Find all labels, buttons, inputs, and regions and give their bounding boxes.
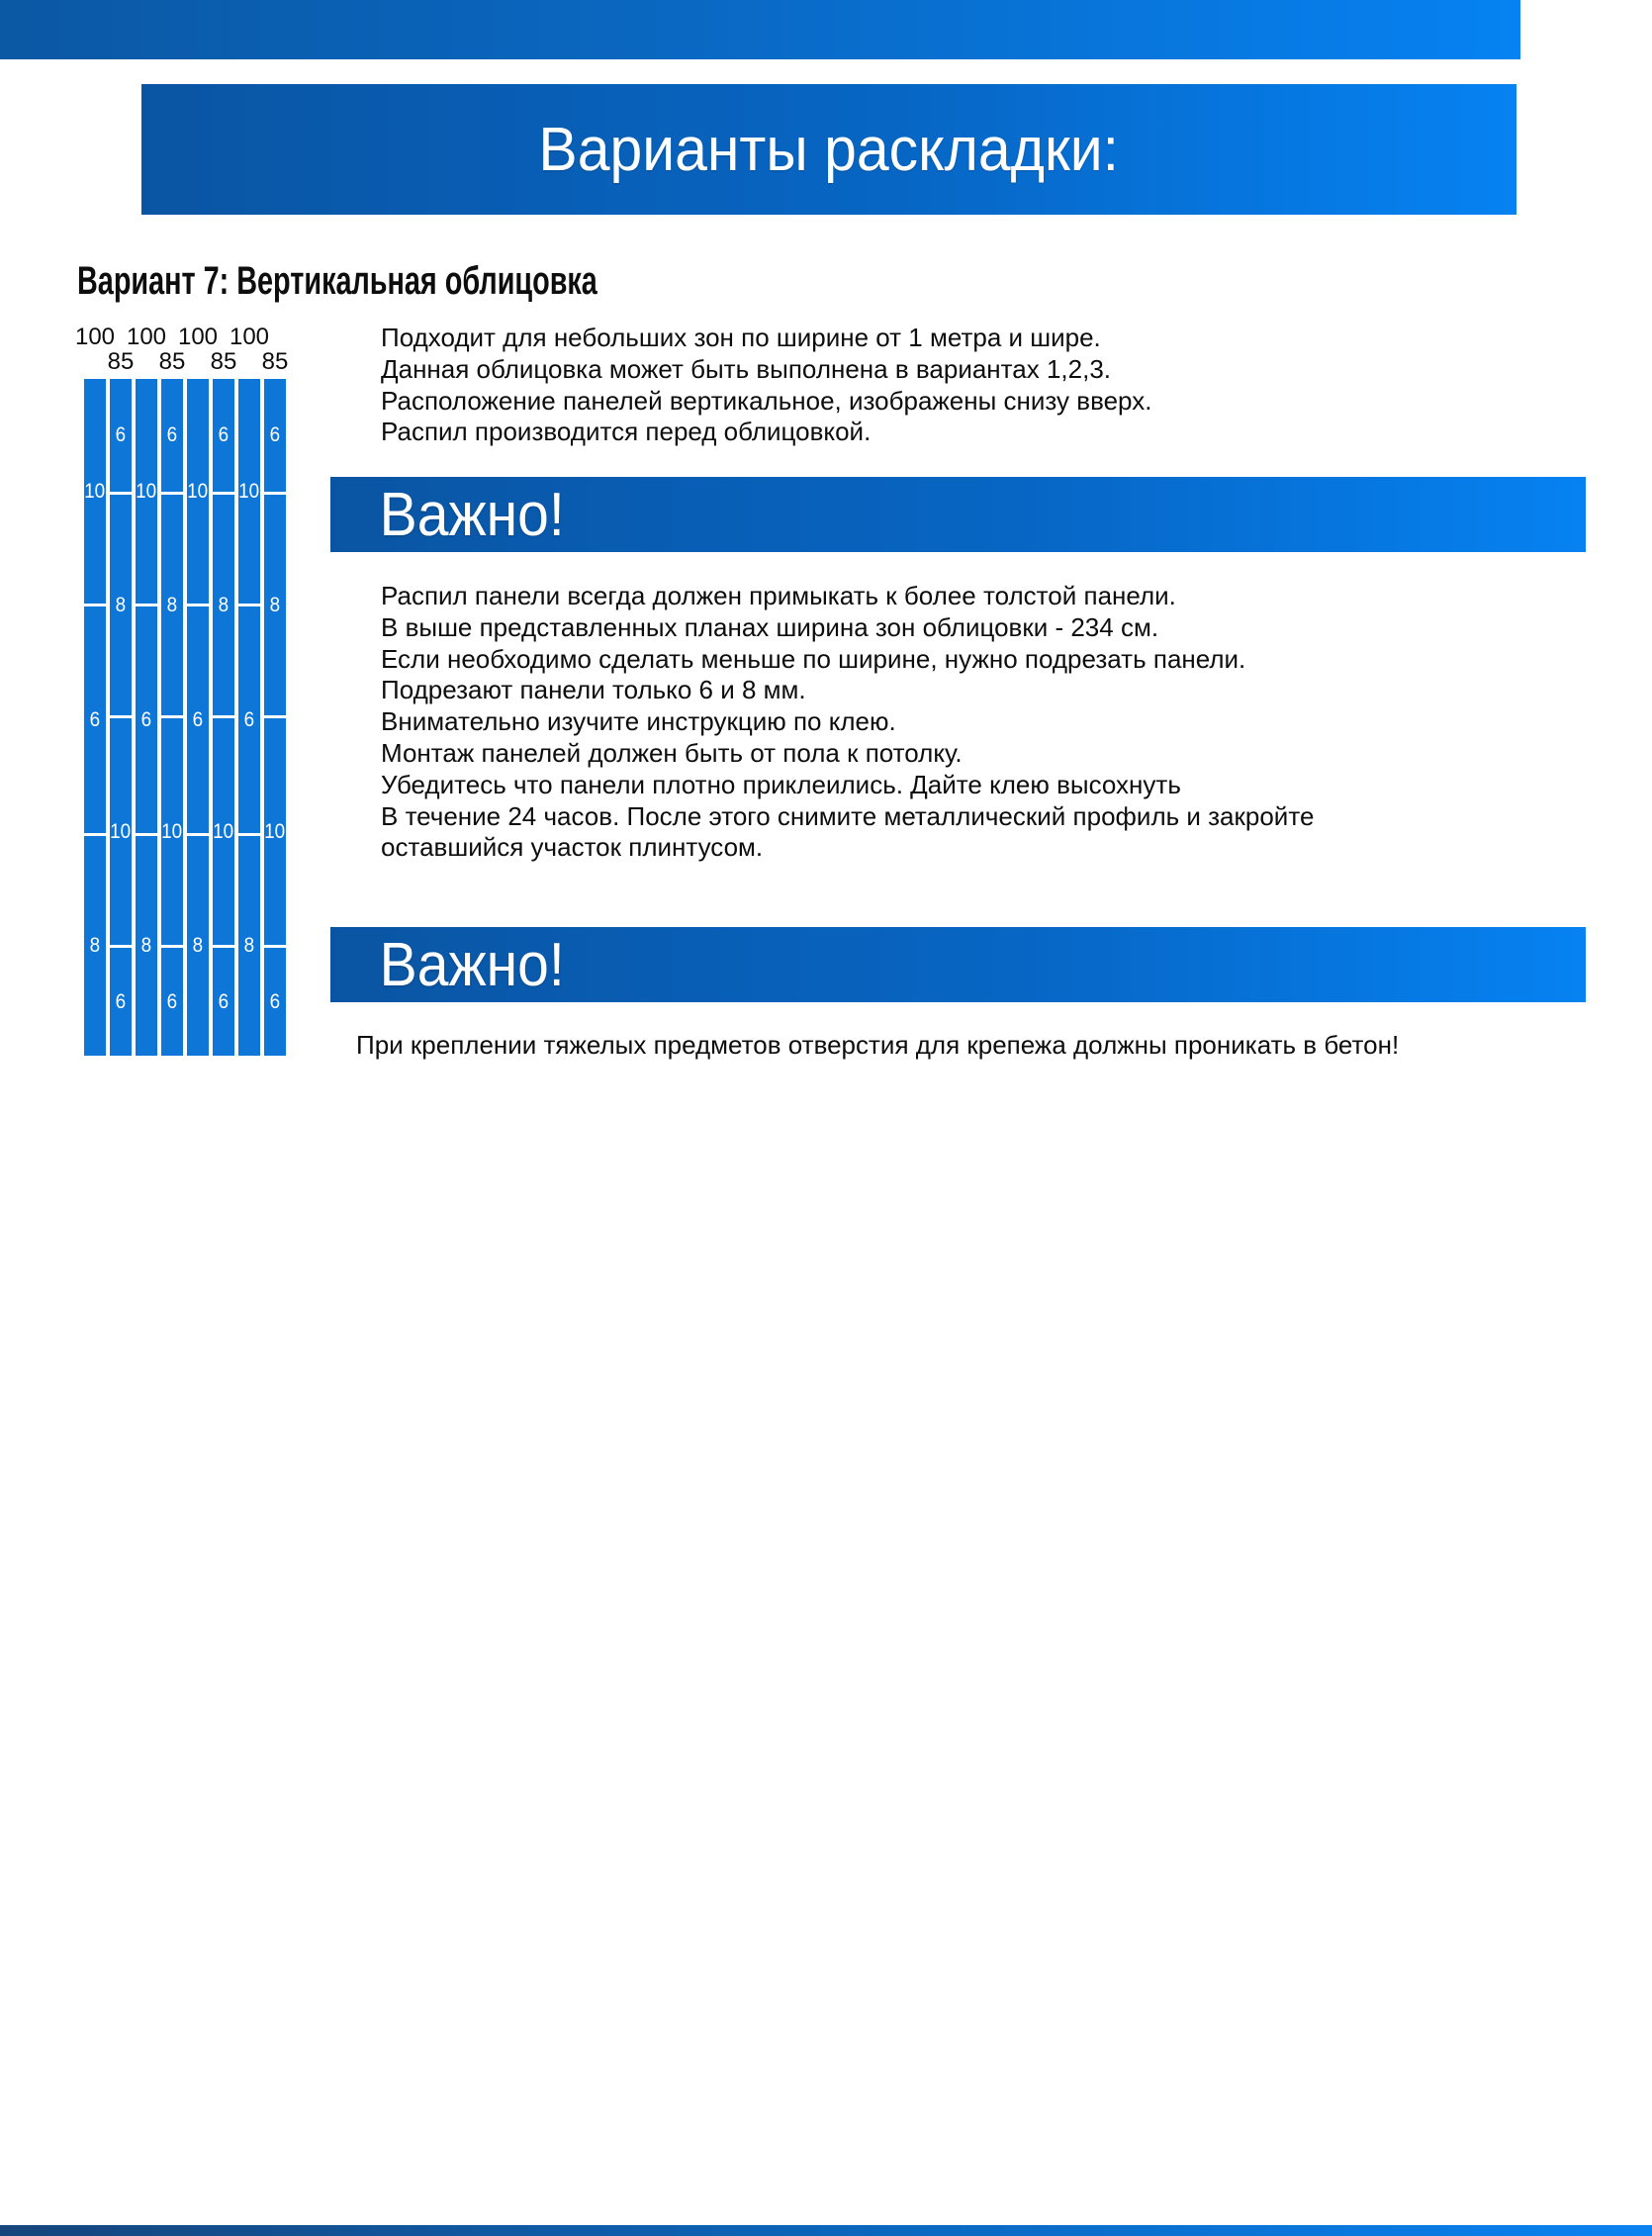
panel-segment <box>110 945 132 1056</box>
important-banner-1-label: Важно! <box>379 480 565 549</box>
panel-thickness-label: 6 <box>140 707 152 731</box>
panel-thickness-label: 8 <box>140 934 152 957</box>
column-width-label: 85 <box>107 348 135 375</box>
panel-segment <box>161 379 183 492</box>
panel-thickness-label: 6 <box>166 989 178 1013</box>
panel-segment <box>187 379 209 604</box>
panel-segment <box>264 945 286 1056</box>
panel-column <box>238 379 260 1056</box>
important-1-line: оставшийся участок плинтусом. <box>381 832 764 863</box>
panel-thickness-label: 8 <box>115 593 127 616</box>
panel-segment <box>136 379 157 604</box>
panel-thickness-label: 6 <box>269 423 281 446</box>
page-title: Варианты раскладки: <box>538 115 1120 184</box>
important-1-line: Внимательно изучите инструкцию по клею. <box>381 706 896 737</box>
intro-line: Расположение панелей вертикальное, изображены снизу вверх. <box>381 385 1152 416</box>
panel-segment <box>136 833 157 1056</box>
panel-segment <box>264 492 286 715</box>
panel-thickness-label: 8 <box>166 593 178 616</box>
important-1-line: Убедитесь что панели плотно приклеились. Дайте клею высохнуть <box>381 769 1181 799</box>
panel-thickness-label: 10 <box>213 819 234 843</box>
panel-segment <box>238 833 260 1056</box>
panel-segment <box>84 833 106 1056</box>
panel-segment <box>136 604 157 833</box>
important-1-line: Монтаж панелей должен быть от пола к потолку. <box>381 737 963 768</box>
panel-thickness-label: 6 <box>218 423 229 446</box>
column-width-label: 100 <box>177 324 219 350</box>
important-1-line: Распил панели всегда должен примыкать к более толстой панели. <box>381 581 1176 610</box>
panel-segment <box>213 492 234 715</box>
panel-segment <box>264 715 286 945</box>
panel-segment <box>110 715 132 945</box>
important-1-line: В выше представленных планах ширина зон облицовки - 234 см. <box>381 611 1159 642</box>
panel-thickness-label: 6 <box>166 423 178 446</box>
intro-line: Данная облицовка может быть выполнена в вариантах 1,2,3. <box>381 353 1112 384</box>
panel-segment <box>213 715 234 945</box>
panel-thickness-label: 6 <box>89 707 101 731</box>
panel-thickness-label: 10 <box>187 479 209 503</box>
important-1-line: Подрезают панели только 6 и 8 мм. <box>381 675 806 705</box>
panel-thickness-label: 8 <box>89 934 101 957</box>
panel-column <box>84 379 106 1056</box>
panel-thickness-label: 6 <box>115 423 127 446</box>
panel-thickness-label: 10 <box>136 479 157 503</box>
panel-thickness-label: 8 <box>192 934 204 957</box>
panel-thickness-label: 10 <box>84 479 106 503</box>
panel-thickness-label: 10 <box>161 819 183 843</box>
panel-segment <box>264 379 286 492</box>
panel-thickness-label: 10 <box>110 819 132 843</box>
panel-thickness-label: 8 <box>218 593 229 616</box>
important-2-text: При креплении тяжелых предметов отверстия для крепежа должны проникать в бетон! <box>356 1030 1400 1060</box>
panel-thickness-label: 10 <box>264 819 286 843</box>
panel-column <box>213 379 234 1056</box>
panel-column <box>110 379 132 1056</box>
panel-segment <box>110 492 132 715</box>
panel-segment <box>213 945 234 1056</box>
bottom-accent-bar <box>0 2225 1652 2236</box>
panel-segment <box>84 604 106 833</box>
important-banner-1 <box>330 477 1586 552</box>
panel-column <box>187 379 209 1056</box>
panel-segment <box>238 604 260 833</box>
panel-diagram <box>74 324 289 1057</box>
panel-thickness-label: 10 <box>238 479 260 503</box>
panel-thickness-label: 8 <box>243 934 255 957</box>
panel-segment <box>187 604 209 833</box>
panel-thickness-label: 6 <box>218 989 229 1013</box>
column-width-label: 85 <box>210 348 237 375</box>
important-1-text <box>381 581 1314 864</box>
column-width-label: 100 <box>229 324 270 350</box>
panel-thickness-label: 6 <box>192 707 204 731</box>
panel-thickness-label: 6 <box>243 707 255 731</box>
intro-line: Подходит для небольших зон по ширине от 1 метра и шире. <box>381 323 1101 352</box>
panel-segment <box>161 492 183 715</box>
panel-segment <box>110 379 132 492</box>
panel-segment <box>213 379 234 492</box>
panel-thickness-label: 8 <box>269 593 281 616</box>
panel-column <box>161 379 183 1056</box>
important-1-line: В течение 24 часов. После этого снимите металлический профиль и закройте <box>381 800 1315 831</box>
panel-segment <box>161 945 183 1056</box>
intro-line: Распил производится перед облицовкой. <box>381 417 872 447</box>
important-banner-2-label: Важно! <box>379 930 565 999</box>
intro-text <box>381 323 1151 448</box>
panel-column <box>136 379 157 1056</box>
panel-segment <box>84 379 106 604</box>
column-width-label: 100 <box>74 324 116 350</box>
section-heading: Вариант 7: Вертикальная облицовка <box>77 259 597 303</box>
panel-thickness-label: 6 <box>115 989 127 1013</box>
panel-thickness-label: 6 <box>269 989 281 1013</box>
column-width-label: 100 <box>126 324 167 350</box>
panel-segment <box>187 833 209 1056</box>
panel-column <box>264 379 286 1056</box>
title-banner <box>141 84 1516 215</box>
top-accent-bar <box>0 0 1520 59</box>
important-1-line: Если необходимо сделать меньше по ширине, нужно подрезать панели. <box>381 643 1246 674</box>
column-width-label: 85 <box>158 348 186 375</box>
panel-segment <box>238 379 260 604</box>
column-width-label: 85 <box>261 348 289 375</box>
important-banner-2 <box>330 927 1586 1002</box>
panel-segment <box>161 715 183 945</box>
